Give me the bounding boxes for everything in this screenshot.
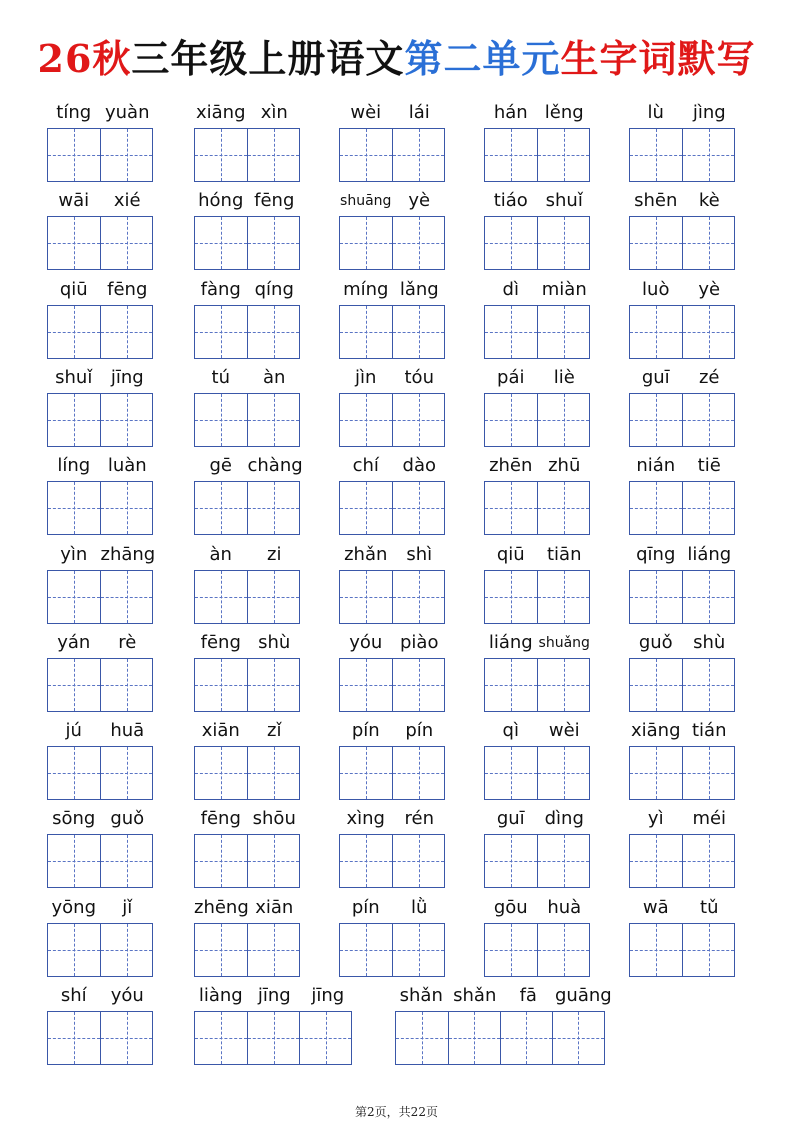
writing-cell[interactable] bbox=[48, 924, 100, 976]
pinyin-label: jǐ bbox=[122, 896, 133, 918]
writing-boxes bbox=[47, 834, 153, 888]
writing-boxes bbox=[47, 658, 153, 712]
pinyin-label: yóu bbox=[110, 985, 144, 1006]
pinyin-label: zhēn bbox=[489, 455, 533, 477]
writing-cell[interactable] bbox=[630, 747, 682, 799]
writing-cell[interactable] bbox=[537, 394, 589, 446]
writing-cell[interactable] bbox=[396, 1012, 448, 1064]
pinyin-label: piào bbox=[400, 631, 439, 653]
pinyin-label: lái bbox=[408, 102, 430, 123]
writing-boxes bbox=[629, 834, 735, 888]
writing-cell[interactable] bbox=[195, 571, 247, 623]
pinyin-label: àn bbox=[209, 543, 232, 565]
title-segment: 三年级上册语文 bbox=[131, 36, 405, 81]
writing-cell[interactable] bbox=[682, 394, 734, 446]
pinyin-label: rè bbox=[118, 631, 137, 653]
pinyin-label: xìng bbox=[346, 808, 385, 830]
writing-cell[interactable] bbox=[100, 571, 152, 623]
pinyin-label: dì bbox=[502, 278, 519, 300]
writing-boxes bbox=[395, 1011, 605, 1065]
pinyin-label: liè bbox=[553, 366, 575, 388]
pinyin-label: shuǐ bbox=[55, 366, 93, 388]
pinyin-label: zhēng bbox=[194, 896, 249, 918]
writing-cell[interactable] bbox=[195, 747, 247, 799]
pinyin-label: guāng bbox=[555, 985, 612, 1006]
pinyin-label: yuàn bbox=[105, 102, 150, 123]
writing-cell[interactable] bbox=[100, 659, 152, 711]
writing-cell[interactable] bbox=[195, 924, 247, 976]
writing-boxes bbox=[484, 481, 590, 535]
writing-boxes bbox=[629, 128, 735, 182]
writing-cell[interactable] bbox=[48, 835, 100, 887]
pinyin-label: gōu bbox=[493, 896, 528, 918]
writing-cell[interactable] bbox=[392, 129, 444, 181]
writing-boxes bbox=[484, 216, 590, 270]
writing-cell[interactable] bbox=[485, 571, 537, 623]
pinyin-label: luàn bbox=[107, 455, 147, 477]
pinyin-label: xiān bbox=[201, 720, 240, 742]
writing-boxes bbox=[339, 305, 445, 359]
pinyin-label: shēn bbox=[634, 190, 678, 212]
writing-cell[interactable] bbox=[195, 1012, 247, 1064]
writing-cell[interactable] bbox=[340, 129, 392, 181]
writing-cell[interactable] bbox=[485, 924, 537, 976]
writing-boxes bbox=[484, 658, 590, 712]
pinyin-label: jīng bbox=[110, 366, 144, 388]
writing-boxes bbox=[339, 481, 445, 535]
pinyin-label: xié bbox=[113, 190, 141, 212]
pinyin-label: tíng bbox=[56, 102, 92, 123]
pinyin-label: zhāng bbox=[100, 543, 156, 565]
writing-boxes bbox=[47, 128, 153, 182]
pinyin-label: shōu bbox=[252, 808, 296, 830]
pinyin-label: wèi bbox=[350, 102, 382, 123]
writing-cell[interactable] bbox=[392, 306, 444, 358]
writing-cell[interactable] bbox=[195, 217, 247, 269]
pinyin-label: zǐ bbox=[267, 720, 282, 742]
writing-cell[interactable] bbox=[630, 924, 682, 976]
pinyin-label: liáng bbox=[488, 631, 533, 653]
writing-boxes bbox=[629, 923, 735, 977]
pinyin-label: pín bbox=[351, 720, 380, 742]
writing-cell[interactable] bbox=[630, 571, 682, 623]
writing-boxes bbox=[47, 216, 153, 270]
writing-cell[interactable] bbox=[485, 835, 537, 887]
pinyin-label: fēng bbox=[200, 631, 241, 653]
pinyin-label: xìn bbox=[260, 102, 288, 123]
pinyin-label: kè bbox=[698, 190, 720, 212]
pinyin-label: tóu bbox=[404, 366, 434, 388]
pinyin-label: fàng bbox=[200, 278, 241, 300]
writing-cell[interactable] bbox=[247, 1012, 299, 1064]
pinyin-label: yán bbox=[57, 631, 91, 653]
writing-cell[interactable] bbox=[537, 659, 589, 711]
writing-cell[interactable] bbox=[537, 835, 589, 887]
writing-cell[interactable] bbox=[247, 571, 299, 623]
writing-cell[interactable] bbox=[392, 659, 444, 711]
writing-boxes bbox=[484, 305, 590, 359]
pinyin-label: lù bbox=[647, 102, 664, 123]
writing-boxes bbox=[339, 923, 445, 977]
pinyin-label: xiāng bbox=[195, 102, 246, 123]
pinyin-label: chàng bbox=[247, 455, 303, 477]
page-footer: 第2页，共22页 bbox=[355, 1105, 438, 1119]
writing-cell[interactable] bbox=[340, 394, 392, 446]
writing-cell[interactable] bbox=[247, 924, 299, 976]
pinyin-label: hóng bbox=[198, 190, 244, 212]
pinyin-label: guī bbox=[496, 808, 525, 830]
pinyin-label: lǎng bbox=[399, 278, 439, 300]
writing-cell[interactable] bbox=[485, 659, 537, 711]
writing-cell[interactable] bbox=[448, 1012, 500, 1064]
pinyin-label: chí bbox=[352, 455, 379, 477]
writing-cell[interactable] bbox=[537, 747, 589, 799]
writing-cell[interactable] bbox=[48, 129, 100, 181]
pinyin-label: tián bbox=[692, 720, 727, 742]
writing-boxes bbox=[629, 570, 735, 624]
pinyin-label: lěng bbox=[544, 102, 584, 123]
pinyin-label: jīng bbox=[257, 985, 291, 1006]
pinyin-label: míng bbox=[343, 278, 389, 300]
pinyin-label: qīng bbox=[636, 543, 676, 565]
writing-cell[interactable] bbox=[630, 217, 682, 269]
writing-cell[interactable] bbox=[48, 659, 100, 711]
pinyin-label: shǎn bbox=[453, 985, 497, 1006]
writing-boxes bbox=[339, 658, 445, 712]
writing-cell[interactable] bbox=[247, 394, 299, 446]
pinyin-label: shì bbox=[406, 543, 433, 565]
writing-boxes bbox=[47, 570, 153, 624]
writing-boxes bbox=[47, 746, 153, 800]
pinyin-label: xiān bbox=[255, 896, 294, 918]
writing-boxes bbox=[194, 570, 300, 624]
writing-cell[interactable] bbox=[48, 1012, 100, 1064]
pinyin-label: shù bbox=[693, 631, 726, 653]
pinyin-label: yè bbox=[698, 278, 721, 300]
writing-boxes bbox=[194, 1011, 352, 1065]
pinyin-label: jìn bbox=[355, 366, 377, 388]
pinyin-label: liáng bbox=[687, 543, 732, 565]
writing-cell[interactable] bbox=[100, 129, 152, 181]
writing-cell[interactable] bbox=[630, 835, 682, 887]
pinyin-label: tiē bbox=[697, 455, 721, 477]
writing-boxes bbox=[339, 393, 445, 447]
writing-boxes bbox=[194, 216, 300, 270]
pinyin-label: yè bbox=[408, 190, 431, 212]
pinyin-label: qiū bbox=[59, 278, 88, 300]
writing-cell[interactable] bbox=[630, 306, 682, 358]
writing-boxes bbox=[484, 393, 590, 447]
writing-cell[interactable] bbox=[392, 571, 444, 623]
writing-cell[interactable] bbox=[630, 394, 682, 446]
writing-cell[interactable] bbox=[485, 747, 537, 799]
writing-boxes bbox=[47, 393, 153, 447]
writing-cell[interactable] bbox=[340, 924, 392, 976]
writing-boxes bbox=[194, 128, 300, 182]
pinyin-label: yìn bbox=[60, 543, 88, 565]
writing-boxes bbox=[339, 216, 445, 270]
pinyin-label: huā bbox=[110, 720, 145, 742]
writing-cell[interactable] bbox=[537, 306, 589, 358]
pinyin-label: guǒ bbox=[110, 808, 145, 830]
pinyin-label: yōng bbox=[51, 896, 96, 918]
writing-cell[interactable] bbox=[485, 306, 537, 358]
pinyin-label: àn bbox=[263, 366, 286, 388]
writing-cell[interactable] bbox=[247, 306, 299, 358]
writing-cell[interactable] bbox=[247, 482, 299, 534]
pinyin-label: zhǎn bbox=[344, 543, 388, 565]
pinyin-label: luò bbox=[642, 278, 670, 300]
pinyin-label: fā bbox=[519, 985, 537, 1006]
pinyin-label: fēng bbox=[200, 808, 241, 830]
pinyin-label: huà bbox=[547, 896, 582, 918]
pinyin-label: qiū bbox=[496, 543, 525, 565]
writing-cell[interactable] bbox=[340, 659, 392, 711]
pinyin-label: shǎn bbox=[399, 985, 443, 1006]
writing-boxes bbox=[194, 658, 300, 712]
writing-cell[interactable] bbox=[682, 835, 734, 887]
writing-boxes bbox=[339, 834, 445, 888]
writing-boxes bbox=[47, 923, 153, 977]
writing-boxes bbox=[194, 481, 300, 535]
writing-cell[interactable] bbox=[247, 217, 299, 269]
writing-cell[interactable] bbox=[247, 129, 299, 181]
pinyin-label: sōng bbox=[52, 808, 96, 830]
pinyin-label: miàn bbox=[541, 278, 587, 300]
writing-cell[interactable] bbox=[485, 482, 537, 534]
writing-cell[interactable] bbox=[630, 129, 682, 181]
pinyin-label: tiáo bbox=[493, 190, 528, 212]
writing-cell[interactable] bbox=[100, 394, 152, 446]
writing-cell[interactable] bbox=[195, 835, 247, 887]
writing-cell[interactable] bbox=[48, 394, 100, 446]
pinyin-label: lǜ bbox=[411, 896, 428, 918]
pinyin-label: zi bbox=[267, 543, 282, 565]
writing-boxes bbox=[194, 305, 300, 359]
writing-cell[interactable] bbox=[100, 747, 152, 799]
pinyin-label: fēng bbox=[254, 190, 295, 212]
pinyin-label: shuāng bbox=[340, 193, 392, 210]
pinyin-label: shuǐ bbox=[545, 190, 583, 212]
writing-cell[interactable] bbox=[485, 394, 537, 446]
writing-cell[interactable] bbox=[195, 482, 247, 534]
writing-cell[interactable] bbox=[537, 571, 589, 623]
writing-boxes bbox=[484, 834, 590, 888]
pinyin-label: jìng bbox=[692, 102, 726, 123]
writing-boxes bbox=[629, 393, 735, 447]
writing-cell[interactable] bbox=[392, 747, 444, 799]
writing-boxes bbox=[629, 481, 735, 535]
writing-boxes bbox=[47, 1011, 153, 1065]
writing-cell[interactable] bbox=[682, 571, 734, 623]
writing-boxes bbox=[194, 746, 300, 800]
writing-boxes bbox=[484, 923, 590, 977]
pinyin-label: tú bbox=[211, 366, 230, 388]
writing-cell[interactable] bbox=[247, 835, 299, 887]
writing-cell[interactable] bbox=[392, 217, 444, 269]
pinyin-label: zhū bbox=[548, 455, 581, 477]
pinyin-label: zé bbox=[698, 366, 720, 388]
writing-cell[interactable] bbox=[682, 747, 734, 799]
writing-cell[interactable] bbox=[340, 482, 392, 534]
writing-boxes bbox=[339, 128, 445, 182]
writing-cell[interactable] bbox=[682, 482, 734, 534]
writing-cell[interactable] bbox=[537, 129, 589, 181]
writing-cell[interactable] bbox=[48, 571, 100, 623]
pinyin-label: xiāng bbox=[630, 720, 681, 742]
writing-boxes bbox=[339, 746, 445, 800]
writing-cell[interactable] bbox=[48, 482, 100, 534]
writing-boxes bbox=[194, 834, 300, 888]
writing-cell[interactable] bbox=[682, 306, 734, 358]
pinyin-label: gē bbox=[209, 455, 232, 477]
pinyin-label: dào bbox=[402, 455, 436, 477]
writing-boxes bbox=[194, 923, 300, 977]
pinyin-label: shuǎng bbox=[538, 634, 590, 651]
writing-cell[interactable] bbox=[340, 217, 392, 269]
title-segment: 第二单元 bbox=[404, 36, 561, 81]
writing-boxes bbox=[194, 393, 300, 447]
writing-cell[interactable] bbox=[537, 482, 589, 534]
writing-cell[interactable] bbox=[340, 571, 392, 623]
writing-boxes bbox=[629, 658, 735, 712]
writing-cell[interactable] bbox=[195, 659, 247, 711]
writing-boxes bbox=[629, 216, 735, 270]
writing-cell[interactable] bbox=[682, 129, 734, 181]
writing-boxes bbox=[47, 305, 153, 359]
writing-boxes bbox=[629, 305, 735, 359]
writing-cell[interactable] bbox=[392, 835, 444, 887]
writing-cell[interactable] bbox=[537, 217, 589, 269]
pinyin-label: qíng bbox=[254, 278, 294, 300]
writing-cell[interactable] bbox=[340, 306, 392, 358]
writing-cell[interactable] bbox=[682, 217, 734, 269]
writing-cell[interactable] bbox=[100, 924, 152, 976]
writing-cell[interactable] bbox=[48, 306, 100, 358]
pinyin-label: jú bbox=[65, 720, 82, 742]
writing-cell[interactable] bbox=[48, 747, 100, 799]
writing-cell[interactable] bbox=[485, 129, 537, 181]
pinyin-label: yóu bbox=[349, 631, 383, 653]
pinyin-label: pín bbox=[351, 896, 380, 918]
writing-cell[interactable] bbox=[392, 482, 444, 534]
writing-boxes bbox=[484, 746, 590, 800]
writing-cell[interactable] bbox=[682, 924, 734, 976]
writing-boxes bbox=[339, 570, 445, 624]
writing-boxes bbox=[629, 746, 735, 800]
pinyin-label: tiān bbox=[547, 543, 582, 565]
writing-cell[interactable] bbox=[392, 924, 444, 976]
writing-cell[interactable] bbox=[100, 835, 152, 887]
writing-cell[interactable] bbox=[537, 924, 589, 976]
pinyin-label: yì bbox=[647, 808, 664, 830]
writing-cell[interactable] bbox=[100, 217, 152, 269]
pinyin-label: guī bbox=[641, 366, 670, 388]
title-segment: 生字词默写 bbox=[560, 36, 756, 81]
pinyin-label: wā bbox=[642, 896, 669, 918]
writing-cell[interactable] bbox=[340, 747, 392, 799]
pinyin-label: wāi bbox=[58, 190, 90, 212]
pinyin-label: hán bbox=[493, 102, 528, 123]
writing-cell[interactable] bbox=[247, 659, 299, 711]
title-segment: 26秋 bbox=[37, 36, 132, 81]
writing-cell[interactable] bbox=[48, 217, 100, 269]
writing-boxes bbox=[484, 128, 590, 182]
writing-cell[interactable] bbox=[299, 1012, 351, 1064]
pinyin-label: líng bbox=[57, 455, 91, 477]
pinyin-label: guǒ bbox=[638, 631, 673, 653]
pinyin-label: jīng bbox=[311, 985, 345, 1006]
writing-cell[interactable] bbox=[340, 835, 392, 887]
pinyin-label: pín bbox=[405, 720, 434, 742]
pinyin-label: wèi bbox=[548, 720, 580, 742]
writing-cell[interactable] bbox=[247, 747, 299, 799]
pinyin-label: qì bbox=[502, 720, 519, 742]
writing-cell[interactable] bbox=[100, 306, 152, 358]
writing-boxes bbox=[484, 570, 590, 624]
pinyin-label: nián bbox=[636, 455, 676, 477]
pinyin-label: méi bbox=[692, 808, 727, 830]
pinyin-label: pái bbox=[497, 366, 525, 388]
writing-cell[interactable] bbox=[100, 482, 152, 534]
writing-cell[interactable] bbox=[682, 659, 734, 711]
writing-cell[interactable] bbox=[630, 482, 682, 534]
writing-cell[interactable] bbox=[100, 1012, 152, 1064]
writing-boxes bbox=[47, 481, 153, 535]
pinyin-label: shù bbox=[258, 631, 291, 653]
writing-cell[interactable] bbox=[552, 1012, 604, 1064]
pinyin-label: dìng bbox=[544, 808, 584, 830]
writing-cell[interactable] bbox=[195, 306, 247, 358]
writing-cell[interactable] bbox=[630, 659, 682, 711]
pinyin-label: fēng bbox=[107, 278, 148, 300]
writing-cell[interactable] bbox=[195, 129, 247, 181]
writing-cell[interactable] bbox=[485, 217, 537, 269]
writing-cell[interactable] bbox=[500, 1012, 552, 1064]
pinyin-label: shí bbox=[60, 985, 87, 1006]
writing-cell[interactable] bbox=[392, 394, 444, 446]
pinyin-label: liàng bbox=[198, 985, 243, 1006]
writing-cell[interactable] bbox=[195, 394, 247, 446]
pinyin-label: rén bbox=[404, 808, 434, 830]
pinyin-label: tǔ bbox=[700, 896, 719, 918]
